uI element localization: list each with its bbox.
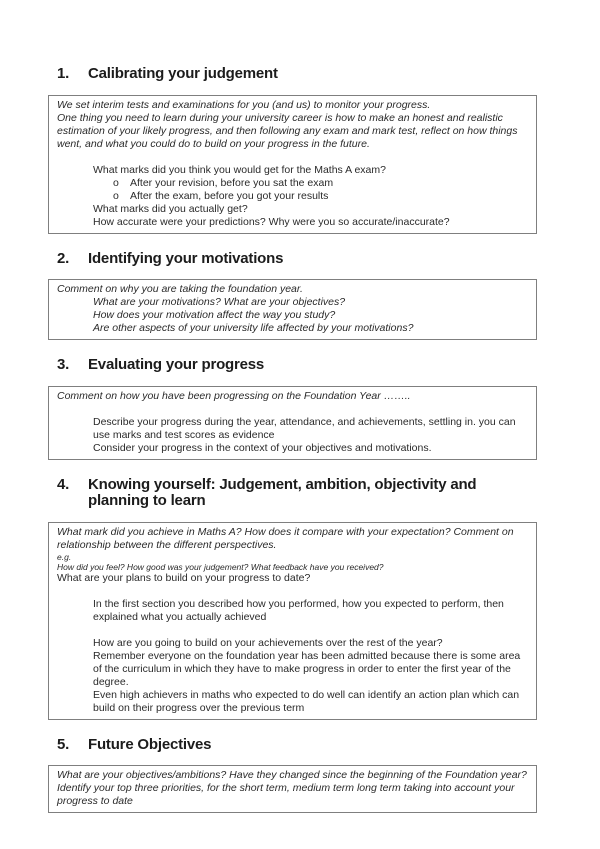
blank-line [57,151,528,164]
box-line: Are other aspects of your university life affected by your motivations? [93,322,414,334]
box-line: We set interim tests and examinations for you (and us) to monitor your progress. [57,98,431,111]
box-line: What are your motivations? What are your objectives? [93,296,346,308]
prompt-box [48,765,537,813]
prompt-box [48,95,537,234]
blank-line [57,585,528,598]
prompt-box [48,522,537,720]
section-heading [48,251,537,268]
box-line: In the first section you described how you performed, how you expected to perform, then explained what you actually achieved [93,597,507,623]
box-line: What marks did you actually get? [93,202,248,215]
box-line: What are your objectives/ambitions? Have they changed since the beginning of the Foundation year? [57,769,527,781]
box-line: Identify your top three priorities, for the short term, medium term long term taking into account your progress to date [57,782,518,807]
section-title: Knowing yourself: Judgement, ambition, objectivity and planning to learn [88,475,477,509]
box-line: How did you feel? How good was your judgement? What feedback have you received? [57,561,384,572]
bullet-text: After the exam, before you got your results [130,189,329,202]
box-line: One thing you need to learn during your university career is how to make an honest and realistic estimation of your likely progress, and then following any exam and mark test, reflect on how things went, and what you could do to build on your progress in the future. [57,111,521,150]
section-number: 4. [57,475,70,493]
section-heading [48,357,537,374]
box-line: How does your motivation affect the way you study? [93,309,336,321]
section-title: Identifying your motivations [88,249,284,267]
box-line: Even high achievers in maths who expected to do well can identify an action plan which can build on their progress over the previous term [93,688,523,714]
box-line: Consider your progress in the context of your objectives and motivations. [93,441,432,454]
section-title: Evaluating your progress [88,356,265,373]
bullet-marker: o [113,189,119,202]
box-line: Remember everyone on the foundation year has been admitted because there is some area of the curriculum in which they have to make progress in order to enter the first year of the degree. [93,649,524,688]
box-line: What are your plans to build on your progress to date? [57,571,311,584]
box-line: How accurate were your predictions? Why were you so accurate/inaccurate? [93,215,450,228]
section [48,357,537,460]
section [48,477,537,720]
box-line: Comment on how you have been progressing on the Foundation Year …….. [57,389,411,402]
prompt-box [48,279,537,340]
box-line: What marks did you think you would get for the Maths A exam? [93,163,386,176]
bullet-line [113,177,528,190]
box-line: Comment on why you are taking the foundation year. [57,283,303,295]
bullet-marker: o [113,176,119,189]
section-heading [48,737,537,754]
section [48,737,537,814]
box-line: e.g. [57,551,72,562]
bullet-text: After your revision, before you sat the exam [130,176,334,189]
section-heading [48,66,537,83]
box-line: What mark did you achieve in Maths A? How does it compare with your expectation? Comment on relationship between the different perspectives. [57,525,517,551]
section-number: 3. [57,356,70,373]
prompt-box [48,386,537,460]
section-title: Calibrating your judgement [88,65,278,82]
blank-line [57,403,528,416]
sections [48,66,537,813]
blank-line [57,624,528,637]
section [48,251,537,341]
section [48,66,537,234]
box-line: How are you going to build on your achievements over the rest of the year? [93,636,443,649]
box-line: Describe your progress during the year, attendance, and achievements, settling in. you can use marks and test scores as evidence [93,415,519,441]
section-number: 1. [57,65,70,82]
section-heading [48,477,537,510]
bullet-line [113,190,528,203]
section-title: Future Objectives [88,735,212,753]
section-number: 5. [57,735,70,753]
section-number: 2. [57,249,70,267]
